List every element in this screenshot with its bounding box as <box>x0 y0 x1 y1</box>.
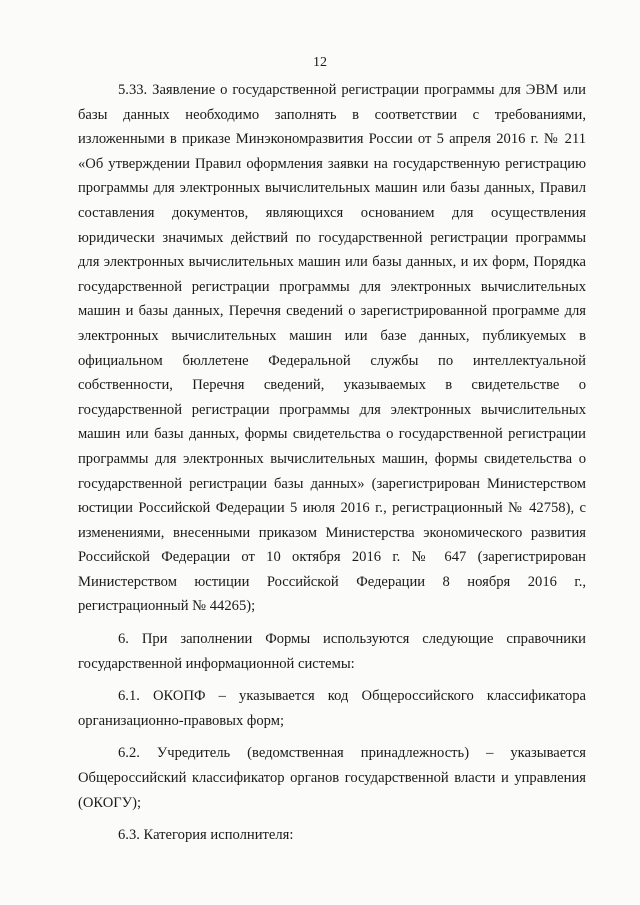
paragraph-6: 6. При заполнении Формы используются следующие справочники государственной информационной системы: <box>78 631 586 672</box>
paragraph-6-1: 6.1. ОКОПФ – указывается код Общероссийского классификатора организационно-правовых форм; <box>78 688 586 729</box>
paragraph-6-2: 6.2. Учредитель (ведомственная принадлежность) – указывается Общероссийский классификатор органов государственной власти и управления (ОКОГУ); <box>78 745 586 811</box>
page-number: 12 <box>313 55 327 70</box>
paragraph-6-3: 6.3. Категория исполнителя: <box>118 827 294 844</box>
paragraph-5-33: 5.33. Заявление о государственной регистрации программы для ЭВМ или базы данных необходимо заполнять в соответствии с требованиями, изложенными в приказе Минэкономразвития России от 5 апреля 2016 г. № 211 «Об утверждении Правил оформления заявки на государственную регистрацию программы для электронных вычислительных машин или базы данных, Правил составления документов, являющихся основанием для осуществления юридически значимых действий по государственной регистрации программы для электронных вычислительных машин или базы данных, и их форм, Порядка государственной регистрации программы для электронных вычислительных машин и базы данных, Перечня сведений о зарегистрированной программе для электронных вычислительных машин или базе данных, публикуемых в официальном бюллетене Федеральной службы по интеллектуальной собственности, Перечня сведений, указываемых в свидетельстве о государственной регистрации программы для электронных вычислительных машин или базы данных, формы свидетельства о государственной регистрации программы для электронных вычислительных машин, формы свидетельства о государственной регистрации базы данных» (зарегистрирован Министерством юстиции Российской Федерации 5 июля 2016 г., регистрационный № 42758), с изменениями, внесенными приказом Министерства экономического развития Российской Федерации от 10 октября 2016 г. № 647 (зарегистрирован Министерством юстиции Российской Федерации 8 ноября 2016 г., регистрационный № 44265); <box>78 82 586 615</box>
document-body <box>78 78 586 848</box>
